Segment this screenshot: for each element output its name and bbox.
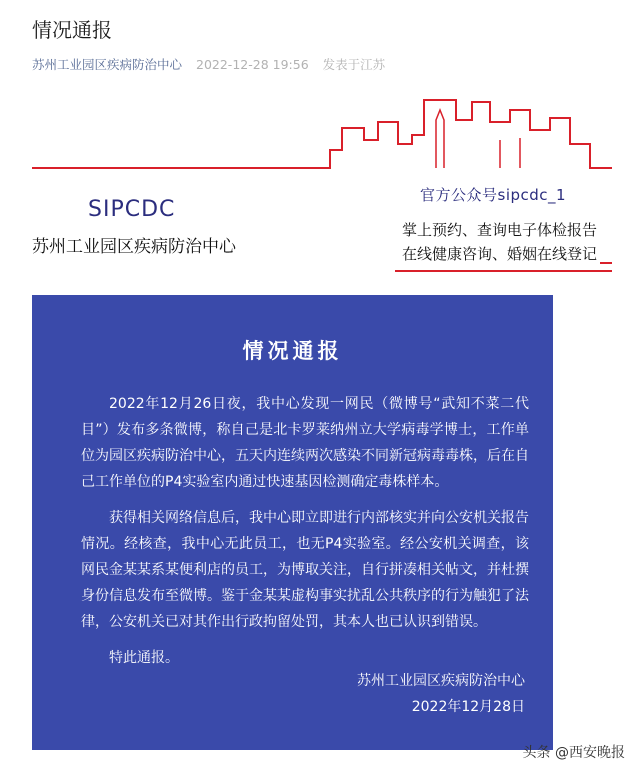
service-line-2: 在线健康咨询、婚姻在线登记: [402, 245, 598, 263]
official-account-label: 官方公众号sipcdc_1: [420, 186, 567, 204]
notice-heading: 情况通报: [242, 339, 343, 363]
article-meta: [32, 55, 385, 73]
notice-signature: [357, 668, 525, 720]
notice-paragraph: 特此通报。: [109, 650, 179, 666]
publish-location: 发表于江苏: [322, 57, 386, 72]
header-banner-image: [0, 80, 640, 280]
logo-text: SIPCDC: [88, 197, 176, 222]
publish-datetime: 2022-12-28 19:56: [196, 57, 309, 72]
signature-org: 苏州工业园区疾病防治中心: [357, 673, 525, 689]
signature-date: 2022年12月28日: [411, 699, 525, 715]
article-title: 情况通报: [32, 18, 112, 42]
author-link[interactable]: 苏州工业园区疾病防治中心: [32, 57, 183, 72]
banner-org-name: 苏州工业园区疾病防治中心: [32, 237, 236, 257]
notice-paragraph: 2022年12月26日夜，我中心发现一网民（微博号“武知不菜二代目”）发布多条微博，称自己是北卡罗莱纳州立大学病毒学博士，工作单位为园区疾病防治中心，五天内连续两次感染不同新冠病毒毒株，后在自己工作单位的P4实验室内通过快速基因检测确定毒株样本。: [81, 396, 529, 490]
source-watermark: 头条 @西安晚报: [522, 745, 625, 761]
service-line-1: 掌上预约、查询电子体检报告: [402, 221, 598, 239]
notice-card: [32, 295, 553, 750]
notice-body: [81, 391, 529, 681]
notice-paragraph: 获得相关网络信息后，我中心即立即进行内部核实并向公安机关报告情况。经核查，我中心无此员工，也无P4实验室。经公安机关调查，该网民金某某系某便利店的员工，为博取关注，自行拼凑相关帖文，并杜撰身份信息发布至微博。鉴于金某某虚构事实扰乱公共秩序的行为触犯了法律，公安机关已对其作出行政拘留处罚，其本人也已认识到错误。: [81, 510, 529, 630]
